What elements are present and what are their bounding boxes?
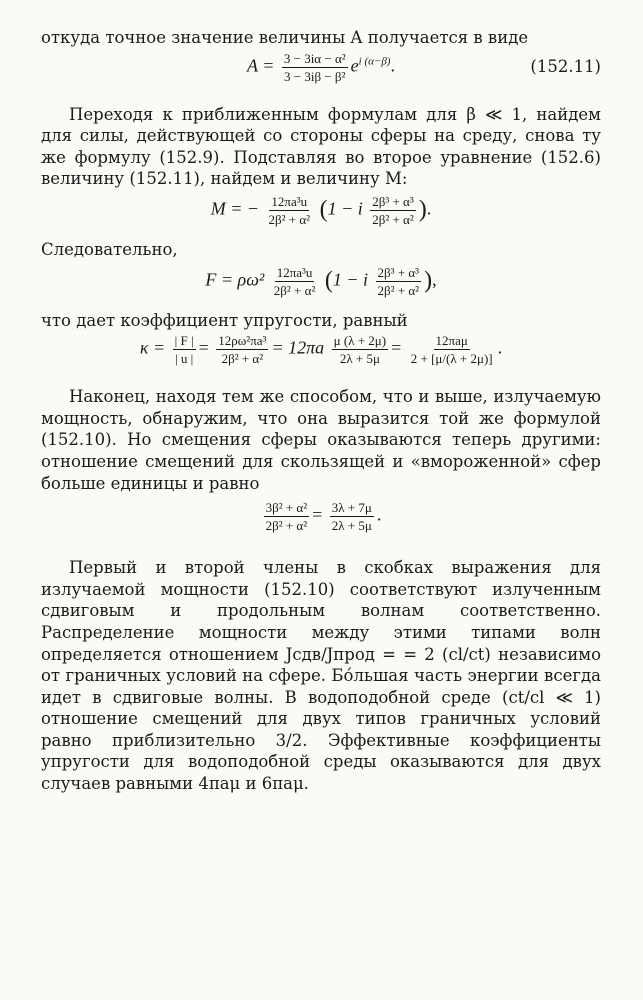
intro-line: откуда точное значение величины A получается в виде <box>41 28 529 47</box>
equation-M <box>41 194 601 227</box>
paragraph-approx-formulas: Переходя к приближенным формулам для β ≪ 1, найдем для силы, действующей со стороны сферы на среду, снова ту же формулу (152.9). Подставляя во второе уравнение (152.6) величину (152.11), найдем и величину M: <box>41 104 601 189</box>
eq5-fraction-2 <box>330 500 374 533</box>
eq1-numerator: 3 − 3iα − α² <box>283 50 346 66</box>
eq2-frac1-numerator: 12πa³u <box>271 193 308 209</box>
eq1-fraction <box>282 51 348 84</box>
eq3-frac1-numerator: 12πa³u <box>276 264 313 280</box>
eq3-frac1-denominator: 2β² + α² <box>273 282 316 298</box>
eq3-one-minus-i: 1 − i <box>332 269 369 290</box>
eq1-exponent: i (α−β) <box>358 55 391 68</box>
eq2-end: . <box>426 198 432 219</box>
eq3-fraction-1 <box>272 265 318 298</box>
eq2-fraction-1 <box>267 194 313 227</box>
eq3-end: , <box>432 269 437 290</box>
eq4-f3-denominator: 2λ + 5μ <box>339 351 380 367</box>
eq4-fraction-2 <box>216 333 268 366</box>
eq2-frac2-numerator: 2β³ + α³ <box>372 193 414 209</box>
eq4-f4-denominator: 2 + [μ/(λ + 2μ)] <box>410 351 493 367</box>
eq4-equals-c: = <box>391 337 402 358</box>
eq4-fraction-4 <box>409 333 495 366</box>
eq5-f2-numerator: 3λ + 7μ <box>331 500 372 516</box>
eq5-end: . <box>376 504 382 525</box>
eq4-f1-numerator: | F | <box>174 333 194 349</box>
eq4-lhs: κ = <box>139 337 166 358</box>
eq3-lhs: F = ρω² <box>205 269 265 290</box>
eq4-f2-numerator: 12ρω²πa³ <box>218 333 267 349</box>
eq4-f2-denominator: 2β² + α² <box>221 351 264 367</box>
equation-kappa <box>41 333 601 366</box>
eq3-paren-close: ) <box>424 267 433 294</box>
eq4-equals-b: = 12πa <box>271 337 325 358</box>
eq4-equals-a: = <box>198 337 209 358</box>
eq4-f1-denominator: | u | <box>175 351 194 367</box>
eq2-paren-close: ) <box>418 196 427 223</box>
eq3-fraction-2 <box>376 265 422 298</box>
eq5-equals: = <box>312 504 323 525</box>
eq5-f1-denominator: 2β² + α² <box>265 518 308 534</box>
eq2-paren-open: ( <box>319 196 328 223</box>
eq4-fraction-3 <box>332 333 388 366</box>
eq5-f1-numerator: 3β² + α² <box>265 500 308 516</box>
eq4-f4-numerator: 12πaμ <box>435 333 468 349</box>
equation-152-11 <box>41 51 601 84</box>
eq3-paren-open: ( <box>324 267 333 294</box>
eq2-one-minus-i: 1 − i <box>327 198 363 219</box>
eq1-factor: e <box>350 55 359 76</box>
eq2-fraction-2 <box>370 194 416 227</box>
coefficient-line: что дает коэффициент упругости, равный <box>41 310 408 330</box>
equation-number: (152.11) <box>530 57 601 77</box>
eq2-frac1-denominator: 2β² + α² <box>268 211 311 227</box>
paragraph-radiated-power: Наконец, находя тем же способом, что и выше, излучаемую мощность, обнаружим, что она выразится той же формулой (152.10). Но смещения сферы оказываются теперь другими: отношение смещений для скользящей и «вмороженной» сфер больше единицы и равно <box>41 387 601 493</box>
eq1-denominator: 3 − 3iβ − β² <box>284 68 346 84</box>
eq4-end: . <box>497 337 503 358</box>
eq4-fraction-1 <box>173 333 196 366</box>
paragraph-wave-types: Первый и второй члены в скобках выражения для излучаемой мощности (152.10) соответствуют излученным сдвиговым и продольным волнам соответственно. Распределение мощности между этими типами волн определяется отношением Jсдв/Jпрод = = 2 (cl/ct) независимо от граничных условий на сфере. Бо́льшая часть энергии всегда идет в сдвиговые волны. В водоподобной среде (ct/cl ≪ 1) отношение смещений для двух типов граничных условий равно приблизительно 3/2. Эффективные коэффициенты упругости для водоподобной среды оказываются для двух случаев равными 4πaμ и 6πaμ. <box>41 558 601 794</box>
eq2-frac2-denominator: 2β² + α² <box>372 211 414 227</box>
page-content <box>41 27 601 795</box>
equation-displacement-ratio <box>41 500 601 533</box>
eq3-frac2-denominator: 2β² + α² <box>377 282 420 298</box>
eq1-lhs: A = <box>247 55 275 76</box>
eq2-lhs: M = − <box>210 198 259 219</box>
eq5-f2-denominator: 2λ + 5μ <box>331 518 372 534</box>
eq4-f3-numerator: μ (λ + 2μ) <box>333 333 387 349</box>
consequently-line: Следовательно, <box>41 239 178 259</box>
equation-F <box>41 265 601 298</box>
eq5-fraction-1 <box>264 500 310 533</box>
eq1-end: . <box>390 55 395 76</box>
eq3-frac2-numerator: 2β³ + α³ <box>377 264 420 280</box>
